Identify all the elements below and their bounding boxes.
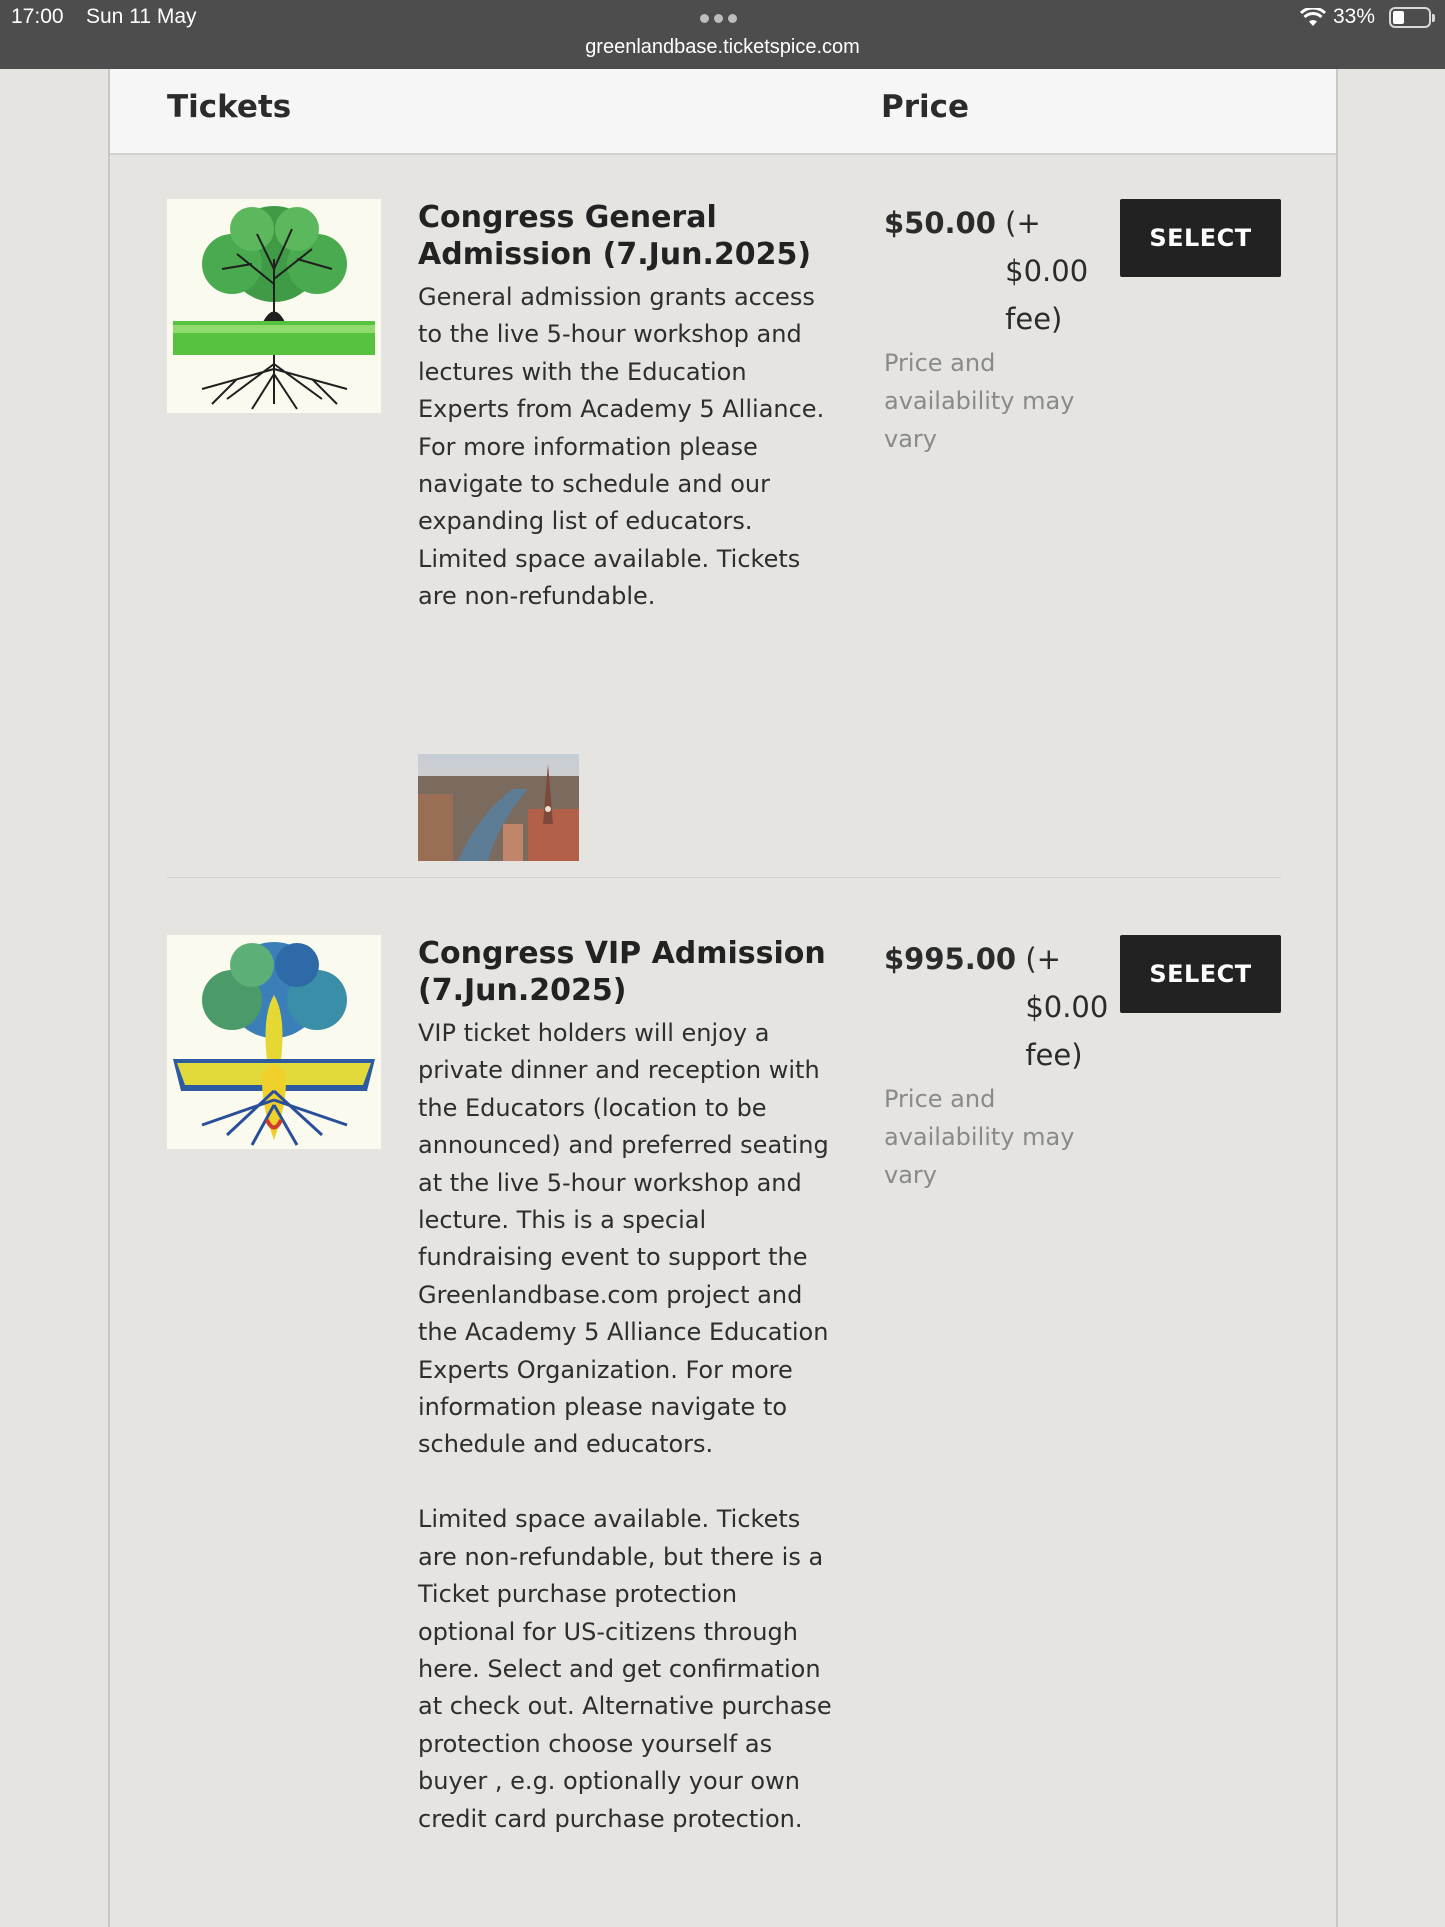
select-general-button[interactable]: SELECT [1120,199,1281,277]
tree-of-life-green-image [167,199,381,413]
city-aerial-thumbnail[interactable] [418,754,579,861]
tree-of-life-colorful-image [167,935,381,1149]
price-amount: $995.00 [884,942,1017,976]
table-header [110,69,1336,155]
fee-amount: $0.00 [1025,990,1109,1024]
row-divider [167,877,1281,878]
ticket-description: General admission grants access to the live 5-hour workshop and lectures with the Education Experts from Academy 5 Alliance. For more information please navigate to schedule and our expanding list of educators. Limited space available. Tickets are non-refundable. [418,283,825,611]
ticket-price [884,199,1134,343]
fee-open: (+ [1025,942,1061,976]
tickets-panel [108,69,1338,1927]
fee-amount: $0.00 [1005,254,1089,288]
price-availability-note: Price and availability may vary [884,349,1075,453]
ticket-title: Congress VIP Admission (7.Jun.2025) [418,936,826,1008]
ticket-price [884,935,1134,1079]
tickets-column-header: Tickets [167,89,292,125]
battery-percentage: 33% [1333,5,1376,28]
ticket-description: VIP ticket holders will enjoy a private dinner and reception with the Educators (location to be announced) and preferred seating at the live 5-hour workshop and lecture. This is a special fundraising event to support the Greenlandbase.com project and the Academy 5 Alliance Education Experts Organization. For more information please navigate to schedule and educators. Limited space available. Tickets are non-refundable, but there is a Ticket purchase protection optional for US-citizens through here. Select and get confirmation at check out. Alternative purchase protection choose yourself as buyer , e.g. optionally your own credit card purchase protection. [418,1019,832,1833]
price-fee [1025,935,1108,1079]
battery-icon [1389,7,1431,28]
price-column-header: Price [881,89,970,125]
ticket-title: Congress General Admission (7.Jun.2025) [418,200,812,272]
price-fee [1005,199,1088,343]
price-availability-note: Price and availability may vary [884,1085,1075,1189]
status-time: 17:00 [11,5,64,28]
status-bar [0,0,1445,69]
fee-close: fee) [1025,1038,1083,1072]
price-amount: $50.00 [884,206,996,240]
fee-close: fee) [1005,302,1063,336]
wifi-icon [1300,8,1326,33]
tab-overview-dots-icon[interactable] [700,10,742,28]
select-vip-button[interactable]: SELECT [1120,935,1281,1013]
status-date: Sun 11 May [86,5,197,28]
address-bar-url[interactable]: greenlandbase.ticketspice.com [585,36,860,58]
fee-open: (+ [1005,206,1041,240]
